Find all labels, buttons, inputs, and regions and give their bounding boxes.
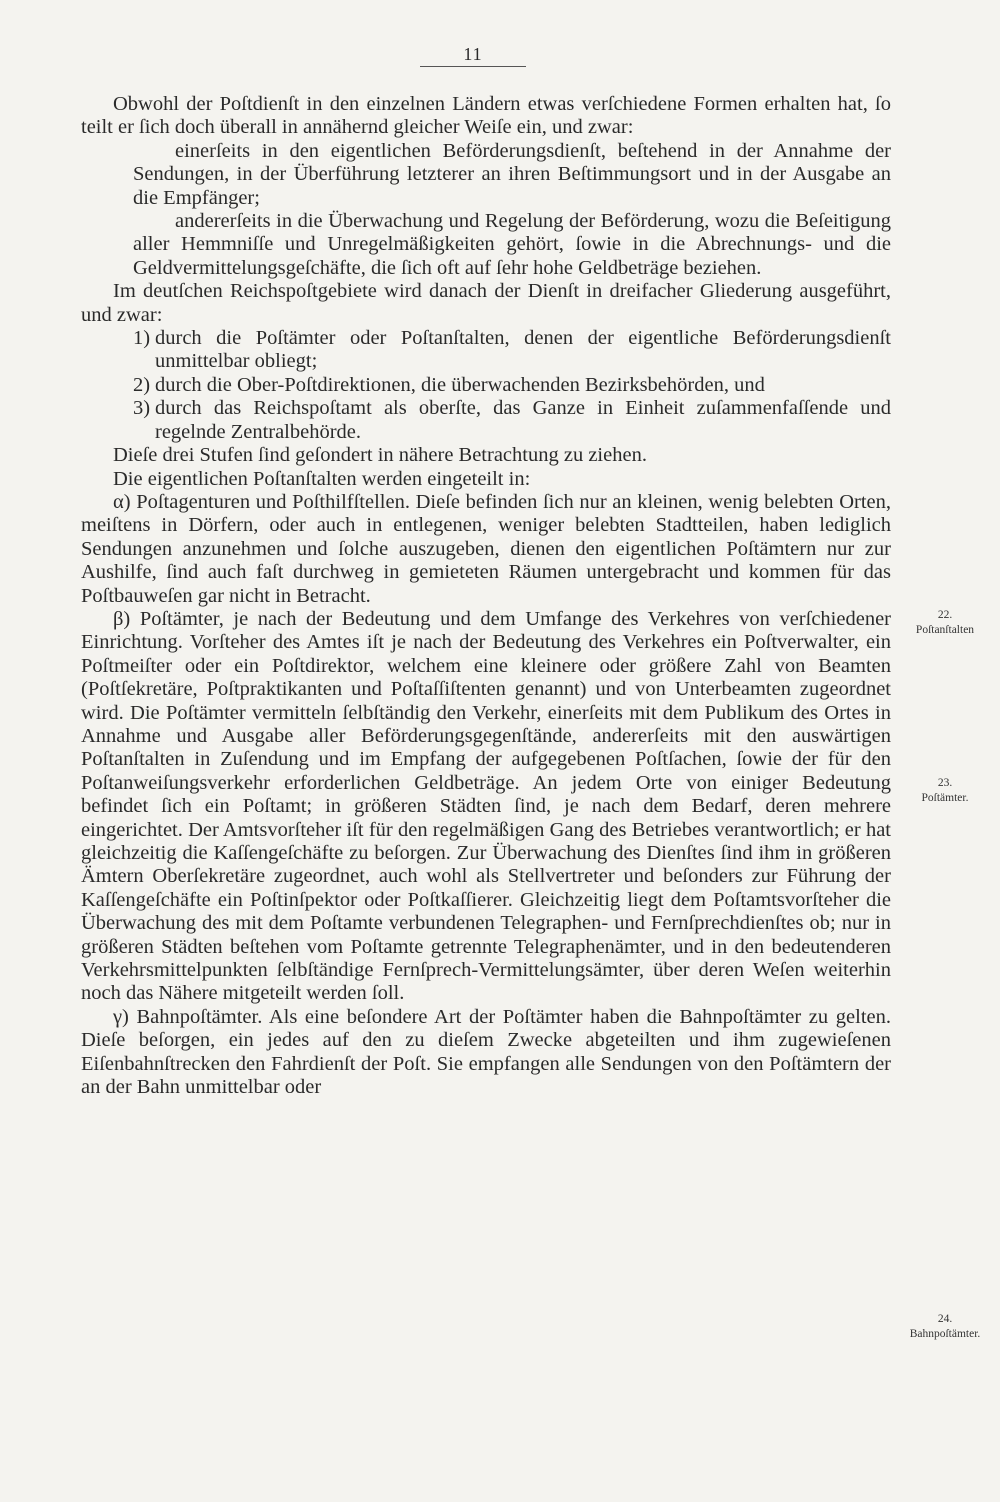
paragraph-alpha-postagenturen: α) Poſtagenturen und Poſthilfſtellen. Dieſe befinden ſich nur an kleinen, wenig belebten Orten, meiſtens in Dörfern, oder auch in entlegenen, weniger belebten Stadtteilen, haben lediglich Sendungen anzunehmen und ſolche auszugeben, dienen den eigentlichen Poſtämtern nur zur Aushilfe, ſind auch faſt durchweg in gemieteten Räumen untergebracht und kommen für das Poſtbauweſen gar nicht in Betracht. xyxy=(81,490,891,607)
margin-note-22 xyxy=(895,608,995,638)
enum-text: durch die Ober-Poſtdirektionen, die überwachenden Bezirksbehörden, und xyxy=(155,373,765,396)
margin-note-number: 23. xyxy=(937,777,953,789)
paragraph-supervision-service: andererſeits in die Überwachung und Regelung der Beförderung, wozu die Beſeitigung aller Hemmniſſe und Unregelmäßigkeiten gehört, ſowie in die Abrechnungs- und die Geldvermittelungsgeſchäfte, die ſich oft auf ſehr hohe Geldbeträge beziehen. xyxy=(133,210,891,279)
enum-item-1 xyxy=(81,327,891,374)
margin-note-label: Bahnpoſtämter. xyxy=(909,1328,981,1340)
enum-number: 1) xyxy=(133,327,151,350)
paragraph-three-levels: Dieſe drei Stufen ſind geſondert in nähere Betrachtung zu ziehen. xyxy=(113,444,647,467)
paragraph-threefold-structure: Im deutſchen Reichspoſtgebiete wird danach der Dienſt in dreifacher Gliederung ausgeführt, und zwar: xyxy=(81,280,891,326)
page-number-rule xyxy=(420,66,526,67)
paragraph-beta-postaemter: β) Poſtämter, je nach der Bedeutung und dem Umfange des Verkehres von verſchiedener Einrichtung. Vorſteher des Amtes iſt je nach der Bedeutung des Verkehres ein Poſtverwalter, ein Poſtmeiſter oder ein Poſtdirektor, welchem eine kleinere oder größere Zahl von Beamten (Poſtſekretäre, Poſtpraktikanten und Poſtaſſiſtenten genannt) und von Unterbeamten zugeordnet wird. Die Poſtämter vermitteln ſelbſtändig den Verkehr, einerſeits mit dem Publikum des Ortes in Annahme und Ausgabe aller Beförderungsgegenſtände, andererſeits mit den auswärtigen Poſtanſtalten in Zuſendung und im Empfang der aufgegebenen Poſtſachen, ſowie der für den Poſtanweiſungsverkehr erforderlichen Geldbeträge. An jedem Orte von einiger Bedeutung befindet ſich ein Poſtamt; in größeren Städten ſind, je nach dem Bedarf, deren mehrere eingerichtet. Der Amtsvorſteher iſt für den regelmäßigen Gang des Betriebes verantwortlich; er hat gleichzeitig die Kaſſengeſchäfte zu beſorgen. Zur Überwachung des Dienſtes ſind ihm in größeren Ämtern Oberſekretäre zugeordnet, auch wohl als Stellvertreter und beſonders zur Führung der Kaſſengeſchäfte ein Poſtinſpektor oder Poſtkaſſierer. Gleichzeitig liegt dem Poſtamtsvorſteher die Überwachung des mit dem Poſtamte verbundenen Telegraphen- und Fernſprechdienſtes ob; nur in größeren Städten beſtehen vom Poſtamte getrennte Telegraphenämter, und in den bedeutenderen Verkehrsmittelpunkten ſelbſtändige Fernſprech-Vermittelungsämter, über deren Weſen weiterhin noch das Nähere mitgeteilt werden ſoll. xyxy=(81,607,891,1005)
paragraph-intro: Obwohl der Poſtdienſt in den einzelnen Ländern etwas verſchiedene Formen erhalten hat, ſo teilt er ſich doch überall in annähernd gleicher Weiſe ein, und zwar: xyxy=(81,93,891,139)
paragraph-conveyance-service: einerſeits in den eigentlichen Beförderungsdienſt, beſtehend in der Annahme der Sendungen, in der Überführung letzterer an ihren Beſtimmungsort und in der Ausgabe an die Empfänger; xyxy=(133,139,891,209)
margin-note-label: Poſtanſtalten xyxy=(915,624,975,636)
body-text xyxy=(81,93,891,1099)
margin-note-number: 24. xyxy=(937,1313,953,1325)
margin-note-23 xyxy=(895,776,995,806)
margin-note-label: Poſtämter. xyxy=(921,792,969,804)
paragraph-division: Die eigentlichen Poſtanſtalten werden eingeteilt in: xyxy=(113,467,531,490)
enum-item-2 xyxy=(81,374,891,397)
page-number: 11 xyxy=(463,44,483,64)
enum-text: durch das Reichspoſtamt als oberſte, das Ganze in Einheit zuſammenfaſſende und regelnde Zentralbehörde. xyxy=(155,397,891,443)
enum-number: 2) xyxy=(133,373,151,396)
margin-note-24 xyxy=(895,1312,995,1342)
enum-item-3 xyxy=(81,397,891,444)
margin-note-number: 22. xyxy=(937,609,953,621)
enum-text: durch die Poſtämter oder Poſtanſtalten, denen der eigentliche Beförderungsdienſt unmittelbar obliegt; xyxy=(155,327,891,373)
enum-number: 3) xyxy=(133,397,151,420)
paragraph-gamma-bahnpostaemter: γ) Bahnpoſtämter. Als eine beſondere Art der Poſtämter haben die Bahnpoſtämter zu gelten. Dieſe beſorgen, ein jedes auf den zu dieſem Zwecke abgeteilten und ihm zugewieſenen Eiſenbahnſtrecken den Fahrdienſt der Poſt. Sie empfangen alle Sendungen von den Poſtämtern der an der Bahn unmittelbar oder xyxy=(81,1005,891,1099)
